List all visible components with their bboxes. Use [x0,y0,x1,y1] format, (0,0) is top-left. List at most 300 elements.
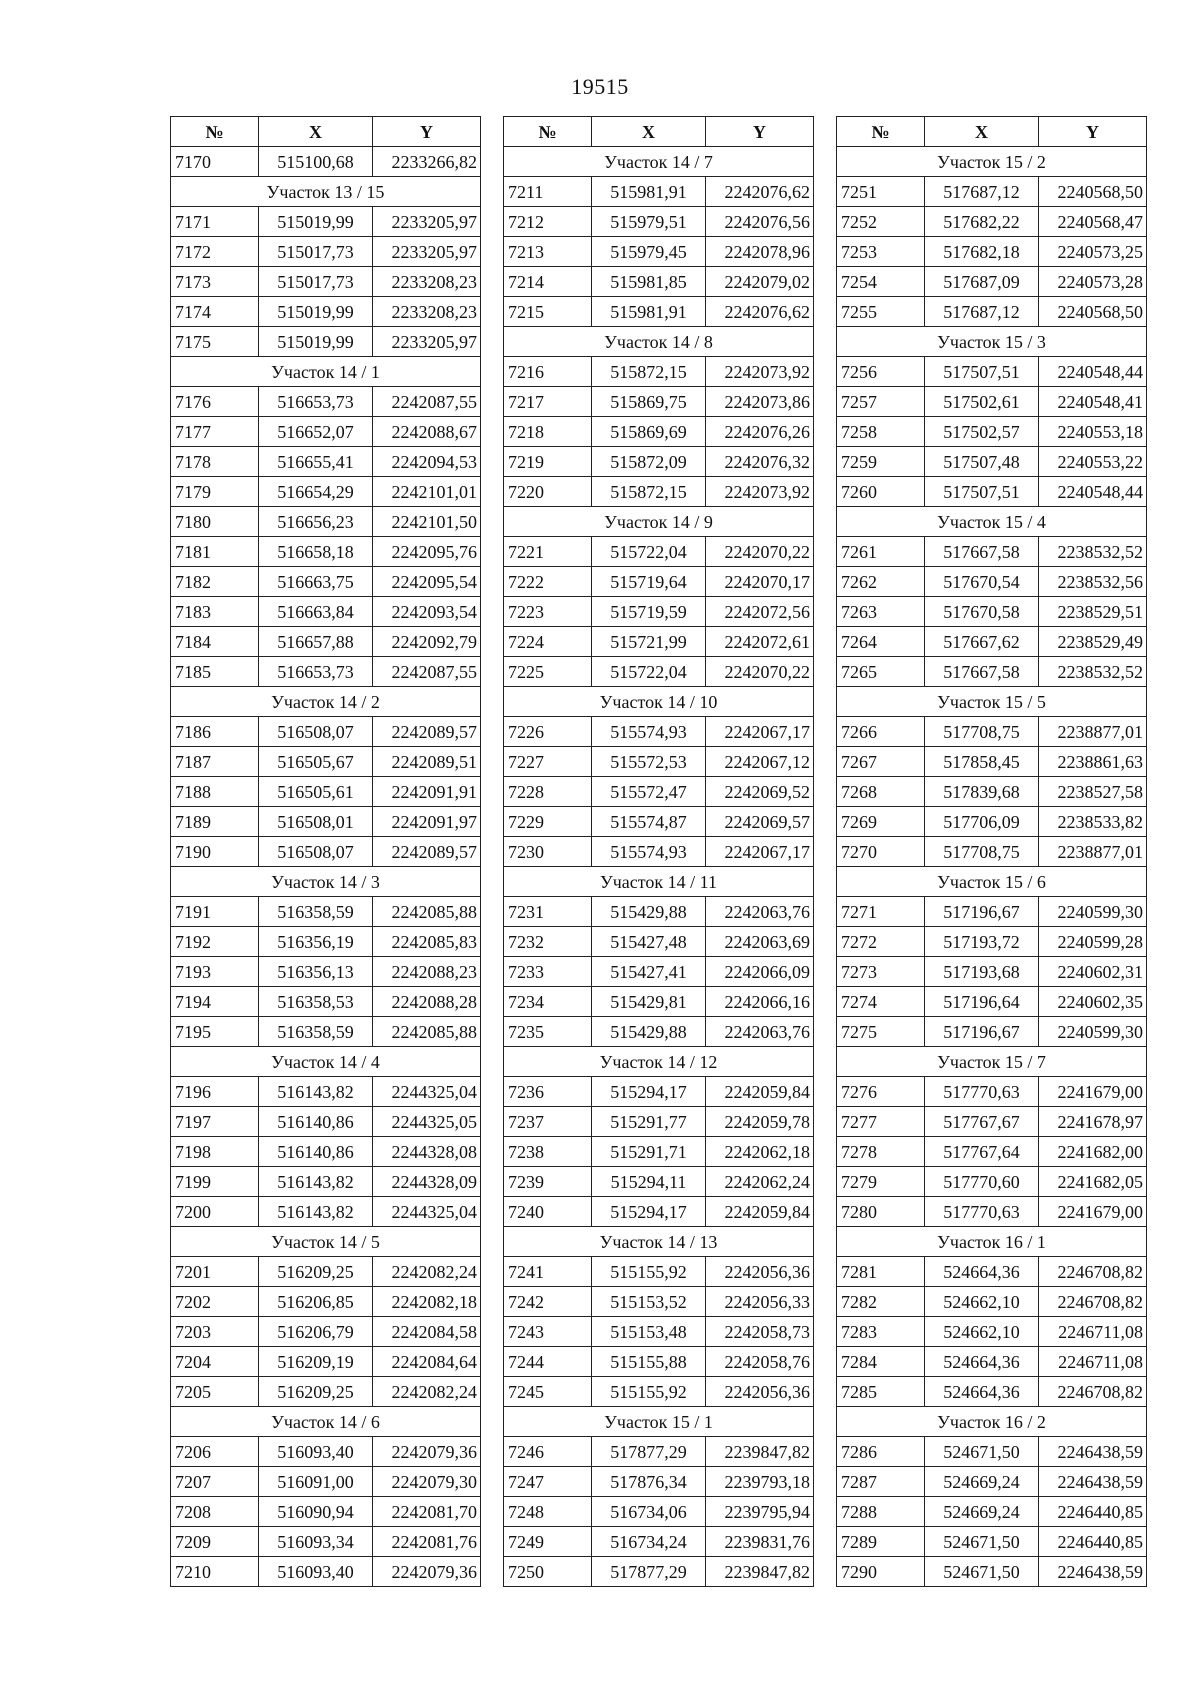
point-number-cell: 7269 [837,807,925,837]
section-title: Участок 14 / 11 [504,867,814,897]
x-coordinate-cell: 517502,61 [925,387,1039,417]
table-row [837,747,1147,777]
table-row [504,417,814,447]
section-title: Участок 16 / 1 [837,1227,1147,1257]
table-row [504,297,814,327]
coordinate-table-right [836,116,1147,1587]
y-coordinate-cell: 2246711,08 [1039,1347,1147,1377]
y-coordinate-cell: 2238527,58 [1039,777,1147,807]
x-coordinate-cell: 515429,81 [592,987,706,1017]
point-number-cell: 7255 [837,297,925,327]
y-coordinate-cell: 2233266,82 [373,147,481,177]
y-coordinate-cell: 2246708,82 [1039,1287,1147,1317]
point-number-cell: 7202 [171,1287,259,1317]
table-row [837,897,1147,927]
point-number-cell: 7220 [504,477,592,507]
x-coordinate-cell: 516209,19 [259,1347,373,1377]
x-coordinate-cell: 515017,73 [259,237,373,267]
y-coordinate-cell: 2246440,85 [1039,1497,1147,1527]
point-number-cell: 7207 [171,1467,259,1497]
point-number-cell: 7273 [837,957,925,987]
table-row [504,237,814,267]
column-header-number: № [504,117,592,147]
table-row [171,1467,481,1497]
table-row [504,267,814,297]
y-coordinate-cell: 2242089,51 [373,747,481,777]
point-number-cell: 7173 [171,267,259,297]
point-number-cell: 7226 [504,717,592,747]
table-row [504,717,814,747]
point-number-cell: 7254 [837,267,925,297]
x-coordinate-cell: 517196,67 [925,897,1039,927]
table-row [837,1107,1147,1137]
table-row [837,267,1147,297]
point-number-cell: 7174 [171,297,259,327]
point-number-cell: 7178 [171,447,259,477]
section-row [837,867,1147,897]
table-row [504,657,814,687]
x-coordinate-cell: 515427,41 [592,957,706,987]
point-number-cell: 7211 [504,177,592,207]
x-coordinate-cell: 517193,72 [925,927,1039,957]
table-row [837,1257,1147,1287]
y-coordinate-cell: 2242079,36 [373,1437,481,1467]
column-header-y: Y [1039,117,1147,147]
table-row [837,1527,1147,1557]
point-number-cell: 7283 [837,1317,925,1347]
y-coordinate-cell: 2242076,62 [706,297,814,327]
y-coordinate-cell: 2242056,33 [706,1287,814,1317]
x-coordinate-cell: 517687,12 [925,297,1039,327]
section-row [171,687,481,717]
column-header-x: X [259,117,373,147]
y-coordinate-cell: 2242067,17 [706,837,814,867]
table-row [171,417,481,447]
y-coordinate-cell: 2242070,17 [706,567,814,597]
table-row [504,1167,814,1197]
x-coordinate-cell: 517687,12 [925,177,1039,207]
x-coordinate-cell: 524669,24 [925,1467,1039,1497]
coordinate-table-left [170,116,481,1587]
point-number-cell: 7203 [171,1317,259,1347]
section-row [837,687,1147,717]
y-coordinate-cell: 2242088,28 [373,987,481,1017]
point-number-cell: 7282 [837,1287,925,1317]
point-number-cell: 7264 [837,627,925,657]
table-row [837,447,1147,477]
x-coordinate-cell: 517770,63 [925,1197,1039,1227]
y-coordinate-cell: 2233208,23 [373,297,481,327]
table-row [504,1017,814,1047]
point-number-cell: 7246 [504,1437,592,1467]
y-coordinate-cell: 2246440,85 [1039,1527,1147,1557]
table-row [837,957,1147,987]
x-coordinate-cell: 516143,82 [259,1077,373,1107]
table-row [504,807,814,837]
column-header-x: X [925,117,1039,147]
y-coordinate-cell: 2238532,56 [1039,567,1147,597]
x-coordinate-cell: 516652,07 [259,417,373,447]
table-row [171,207,481,237]
table-row [504,627,814,657]
table-row [837,1287,1147,1317]
y-coordinate-cell: 2242059,78 [706,1107,814,1137]
section-title: Участок 14 / 12 [504,1047,814,1077]
y-coordinate-cell: 2246438,59 [1039,1467,1147,1497]
y-coordinate-cell: 2242089,57 [373,837,481,867]
x-coordinate-cell: 516655,41 [259,447,373,477]
y-coordinate-cell: 2242081,70 [373,1497,481,1527]
point-number-cell: 7171 [171,207,259,237]
section-title: Участок 14 / 3 [171,867,481,897]
point-number-cell: 7245 [504,1377,592,1407]
point-number-cell: 7278 [837,1137,925,1167]
y-coordinate-cell: 2244325,05 [373,1107,481,1137]
table-row [171,597,481,627]
point-number-cell: 7236 [504,1077,592,1107]
table-row [171,567,481,597]
y-coordinate-cell: 2241679,00 [1039,1077,1147,1107]
y-coordinate-cell: 2239847,82 [706,1557,814,1587]
x-coordinate-cell: 524664,36 [925,1347,1039,1377]
x-coordinate-cell: 524664,36 [925,1377,1039,1407]
x-coordinate-cell: 524671,50 [925,1557,1039,1587]
x-coordinate-cell: 515981,91 [592,177,706,207]
section-row [837,1407,1147,1437]
table-row [171,267,481,297]
table-row [171,1377,481,1407]
point-number-cell: 7286 [837,1437,925,1467]
point-number-cell: 7281 [837,1257,925,1287]
y-coordinate-cell: 2242095,54 [373,567,481,597]
x-coordinate-cell: 524662,10 [925,1287,1039,1317]
x-coordinate-cell: 524671,50 [925,1527,1039,1557]
table-row [837,207,1147,237]
point-number-cell: 7261 [837,537,925,567]
table-row [504,1497,814,1527]
table-row [504,1527,814,1557]
table-row [837,597,1147,627]
table-row [504,207,814,237]
table-row [171,1257,481,1287]
point-number-cell: 7187 [171,747,259,777]
table-row [837,1167,1147,1197]
point-number-cell: 7219 [504,447,592,477]
table-row [171,627,481,657]
x-coordinate-cell: 516505,61 [259,777,373,807]
section-row [837,147,1147,177]
table-row [504,357,814,387]
point-number-cell: 7280 [837,1197,925,1227]
table-row [171,297,481,327]
y-coordinate-cell: 2242087,55 [373,657,481,687]
y-coordinate-cell: 2240548,44 [1039,477,1147,507]
x-coordinate-cell: 515722,04 [592,657,706,687]
x-coordinate-cell: 515574,93 [592,717,706,747]
table-row [171,657,481,687]
x-coordinate-cell: 516657,88 [259,627,373,657]
table-row [504,1107,814,1137]
y-coordinate-cell: 2241679,00 [1039,1197,1147,1227]
section-title: Участок 14 / 4 [171,1047,481,1077]
point-number-cell: 7251 [837,177,925,207]
point-number-cell: 7233 [504,957,592,987]
column-header-y: Y [373,117,481,147]
x-coordinate-cell: 517877,29 [592,1557,706,1587]
y-coordinate-cell: 2242093,54 [373,597,481,627]
y-coordinate-cell: 2242082,24 [373,1257,481,1287]
table-row [504,477,814,507]
section-row [504,327,814,357]
y-coordinate-cell: 2242085,88 [373,897,481,927]
point-number-cell: 7175 [171,327,259,357]
x-coordinate-cell: 516091,00 [259,1467,373,1497]
point-number-cell: 7231 [504,897,592,927]
table-row [837,657,1147,687]
y-coordinate-cell: 2242082,24 [373,1377,481,1407]
x-coordinate-cell: 517687,09 [925,267,1039,297]
x-coordinate-cell: 515869,75 [592,387,706,417]
x-coordinate-cell: 524669,24 [925,1497,1039,1527]
point-number-cell: 7172 [171,237,259,267]
table-row [837,1497,1147,1527]
x-coordinate-cell: 515872,15 [592,357,706,387]
table-row [837,297,1147,327]
x-coordinate-cell: 516508,01 [259,807,373,837]
y-coordinate-cell: 2244325,04 [373,1077,481,1107]
point-number-cell: 7215 [504,297,592,327]
table-row [504,1197,814,1227]
y-coordinate-cell: 2242073,92 [706,477,814,507]
point-number-cell: 7234 [504,987,592,1017]
y-coordinate-cell: 2242063,76 [706,1017,814,1047]
x-coordinate-cell: 515155,88 [592,1347,706,1377]
point-number-cell: 7268 [837,777,925,807]
table-row [171,1107,481,1137]
x-coordinate-cell: 516656,23 [259,507,373,537]
y-coordinate-cell: 2239831,76 [706,1527,814,1557]
y-coordinate-cell: 2240599,30 [1039,897,1147,927]
x-coordinate-cell: 517507,48 [925,447,1039,477]
x-coordinate-cell: 517682,18 [925,237,1039,267]
point-number-cell: 7256 [837,357,925,387]
x-coordinate-cell: 516209,25 [259,1257,373,1287]
x-coordinate-cell: 524664,36 [925,1257,1039,1287]
x-coordinate-cell: 517770,60 [925,1167,1039,1197]
point-number-cell: 7189 [171,807,259,837]
y-coordinate-cell: 2242059,84 [706,1197,814,1227]
section-title: Участок 15 / 7 [837,1047,1147,1077]
x-coordinate-cell: 517876,34 [592,1467,706,1497]
point-number-cell: 7248 [504,1497,592,1527]
y-coordinate-cell: 2242069,52 [706,777,814,807]
point-number-cell: 7247 [504,1467,592,1497]
point-number-cell: 7196 [171,1077,259,1107]
table-row [171,1437,481,1467]
table-row [837,987,1147,1017]
table-row [171,1317,481,1347]
x-coordinate-cell: 516093,34 [259,1527,373,1557]
y-coordinate-cell: 2242072,61 [706,627,814,657]
y-coordinate-cell: 2242085,83 [373,927,481,957]
section-row [837,1047,1147,1077]
table-row [837,1197,1147,1227]
y-coordinate-cell: 2242084,58 [373,1317,481,1347]
point-number-cell: 7237 [504,1107,592,1137]
x-coordinate-cell: 517877,29 [592,1437,706,1467]
table-row [171,927,481,957]
y-coordinate-cell: 2242056,36 [706,1377,814,1407]
point-number-cell: 7241 [504,1257,592,1287]
point-number-cell: 7209 [171,1527,259,1557]
y-coordinate-cell: 2242056,36 [706,1257,814,1287]
x-coordinate-cell: 515981,91 [592,297,706,327]
point-number-cell: 7262 [837,567,925,597]
x-coordinate-cell: 515574,93 [592,837,706,867]
table-header-row [504,117,814,147]
coordinate-table-middle [503,116,814,1587]
table-row [171,1287,481,1317]
y-coordinate-cell: 2242073,92 [706,357,814,387]
y-coordinate-cell: 2242091,91 [373,777,481,807]
y-coordinate-cell: 2242066,09 [706,957,814,987]
point-number-cell: 7181 [171,537,259,567]
x-coordinate-cell: 516663,84 [259,597,373,627]
section-title: Участок 14 / 7 [504,147,814,177]
x-coordinate-cell: 515429,88 [592,1017,706,1047]
section-row [504,687,814,717]
section-row [171,867,481,897]
point-number-cell: 7176 [171,387,259,417]
x-coordinate-cell: 516356,19 [259,927,373,957]
x-coordinate-cell: 515153,52 [592,1287,706,1317]
table-row [504,387,814,417]
table-row [504,1467,814,1497]
y-coordinate-cell: 2242079,02 [706,267,814,297]
point-number-cell: 7260 [837,477,925,507]
y-coordinate-cell: 2241682,00 [1039,1137,1147,1167]
point-number-cell: 7285 [837,1377,925,1407]
y-coordinate-cell: 2242059,84 [706,1077,814,1107]
x-coordinate-cell: 516734,24 [592,1527,706,1557]
y-coordinate-cell: 2242073,86 [706,387,814,417]
section-title: Участок 15 / 4 [837,507,1147,537]
x-coordinate-cell: 515427,48 [592,927,706,957]
table-header-row [837,117,1147,147]
y-coordinate-cell: 2241682,05 [1039,1167,1147,1197]
x-coordinate-cell: 524671,50 [925,1437,1039,1467]
x-coordinate-cell: 515979,51 [592,207,706,237]
x-coordinate-cell: 515574,87 [592,807,706,837]
section-title: Участок 15 / 5 [837,687,1147,717]
section-title: Участок 14 / 8 [504,327,814,357]
point-number-cell: 7179 [171,477,259,507]
table-row [837,417,1147,447]
x-coordinate-cell: 517196,64 [925,987,1039,1017]
table-row [504,1437,814,1467]
y-coordinate-cell: 2238532,52 [1039,657,1147,687]
table-row [837,837,1147,867]
point-number-cell: 7194 [171,987,259,1017]
point-number-cell: 7170 [171,147,259,177]
point-number-cell: 7197 [171,1107,259,1137]
y-coordinate-cell: 2242066,16 [706,987,814,1017]
table-row [837,1557,1147,1587]
point-number-cell: 7275 [837,1017,925,1047]
section-title: Участок 14 / 13 [504,1227,814,1257]
point-number-cell: 7279 [837,1167,925,1197]
point-number-cell: 7216 [504,357,592,387]
table-row [504,837,814,867]
table-row [837,1317,1147,1347]
x-coordinate-cell: 515872,15 [592,477,706,507]
point-number-cell: 7266 [837,717,925,747]
point-number-cell: 7201 [171,1257,259,1287]
table-row [171,897,481,927]
table-row [171,537,481,567]
x-coordinate-cell: 515721,99 [592,627,706,657]
point-number-cell: 7217 [504,387,592,417]
y-coordinate-cell: 2240599,28 [1039,927,1147,957]
point-number-cell: 7249 [504,1527,592,1557]
column-header-number: № [171,117,259,147]
y-coordinate-cell: 2242067,12 [706,747,814,777]
y-coordinate-cell: 2240553,22 [1039,447,1147,477]
y-coordinate-cell: 2240573,28 [1039,267,1147,297]
table-row [504,957,814,987]
y-coordinate-cell: 2238532,52 [1039,537,1147,567]
table-row [171,1197,481,1227]
section-row [171,357,481,387]
point-number-cell: 7212 [504,207,592,237]
y-coordinate-cell: 2238877,01 [1039,717,1147,747]
point-number-cell: 7263 [837,597,925,627]
y-coordinate-cell: 2242063,69 [706,927,814,957]
y-coordinate-cell: 2233205,97 [373,327,481,357]
table-row [837,1137,1147,1167]
point-number-cell: 7232 [504,927,592,957]
table-row [171,237,481,267]
y-coordinate-cell: 2238529,49 [1039,627,1147,657]
y-coordinate-cell: 2242062,18 [706,1137,814,1167]
table-row [171,1347,481,1377]
table-row [171,477,481,507]
table-row [504,1137,814,1167]
x-coordinate-cell: 516663,75 [259,567,373,597]
x-coordinate-cell: 515153,48 [592,1317,706,1347]
x-coordinate-cell: 517667,62 [925,627,1039,657]
point-number-cell: 7182 [171,567,259,597]
y-coordinate-cell: 2240553,18 [1039,417,1147,447]
y-coordinate-cell: 2242058,73 [706,1317,814,1347]
x-coordinate-cell: 516093,40 [259,1557,373,1587]
y-coordinate-cell: 2240568,50 [1039,297,1147,327]
table-row [171,1527,481,1557]
point-number-cell: 7190 [171,837,259,867]
x-coordinate-cell: 515019,99 [259,297,373,327]
section-row [171,1407,481,1437]
x-coordinate-cell: 515294,17 [592,1197,706,1227]
y-coordinate-cell: 2240568,47 [1039,207,1147,237]
point-number-cell: 7242 [504,1287,592,1317]
table-row [837,567,1147,597]
x-coordinate-cell: 517507,51 [925,357,1039,387]
y-coordinate-cell: 2242094,53 [373,447,481,477]
x-coordinate-cell: 515100,68 [259,147,373,177]
table-row [504,1557,814,1587]
point-number-cell: 7287 [837,1467,925,1497]
point-number-cell: 7272 [837,927,925,957]
